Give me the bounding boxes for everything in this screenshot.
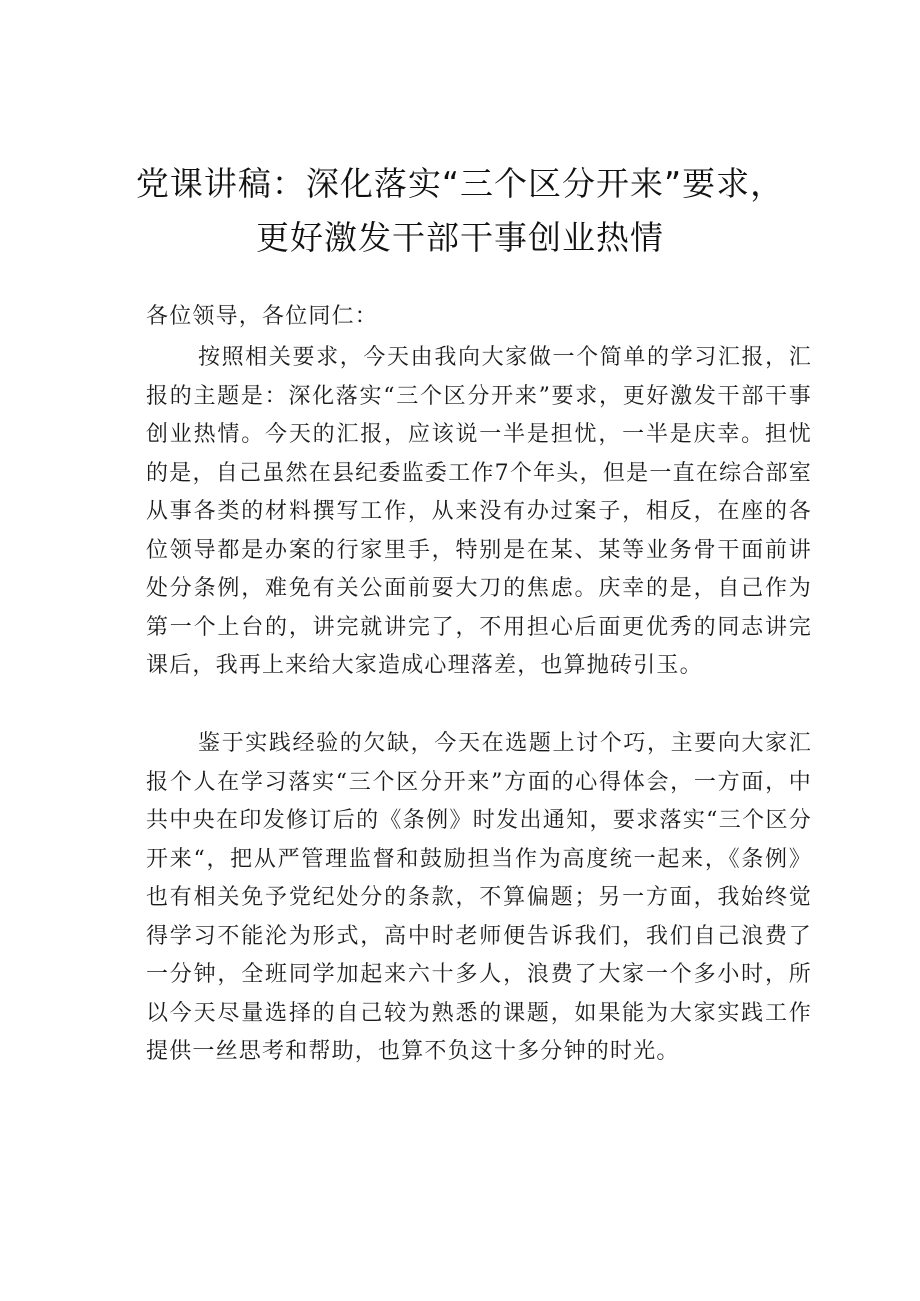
salutation: 各位领导，各位同仁： [146, 304, 379, 329]
document-title-line-1: 党课讲稿：深化落实“三个区分开来”要求， [135, 164, 785, 203]
body-paragraph-1: 按照相关要求，今天由我向大家做一个简单的学习汇报，汇报的主题是：深化落实“三个区分开来”要求，更好激发干部干事创业热情。今天的汇报，应该说一半是担忧，一半是庆幸。担忧的是，自己虽然在县纪委监委工作7个年头，但是一直在综合部室从事各类的材料撰写工作，从来没有办过案子，相反，在座的各位领导都是办案的行家里手，特别是在某、某等业务骨干面前讲处分条例，难免有关公面前耍大刀的焦虑。庆幸的是，自己作为第一个上台的，讲完就讲完了，不用担心后面更优秀的同志讲完课后，我再上来给大家造成心理落差，也算抛砖引玉。 [146, 345, 812, 678]
document-title-line-2: 更好激发干部干事创业热情 [256, 218, 664, 257]
body-paragraph-2: 鉴于实践经验的欠缺，今天在选题上讨个巧，主要向大家汇报个人在学习落实“三个区分开来”方面的心得体会，一方面，中共中央在印发修订后的《条例》时发出通知，要求落实“三个区分开来“，把从严管理监督和鼓励担当作为高度统一起来，《条例》也有相关免予党纪处分的条款，不算偏题；另一方面，我始终觉得学习不能沦为形式，高中时老师便告诉我们，我们自己浪费了一分钟，全班同学加起来六十多人，浪费了大家一个多小时，所以今天尽量选择的自己较为熟悉的课题，如果能为大家实践工作提供一丝思考和帮助，也算不负这十多分钟的时光。 [146, 731, 812, 1064]
